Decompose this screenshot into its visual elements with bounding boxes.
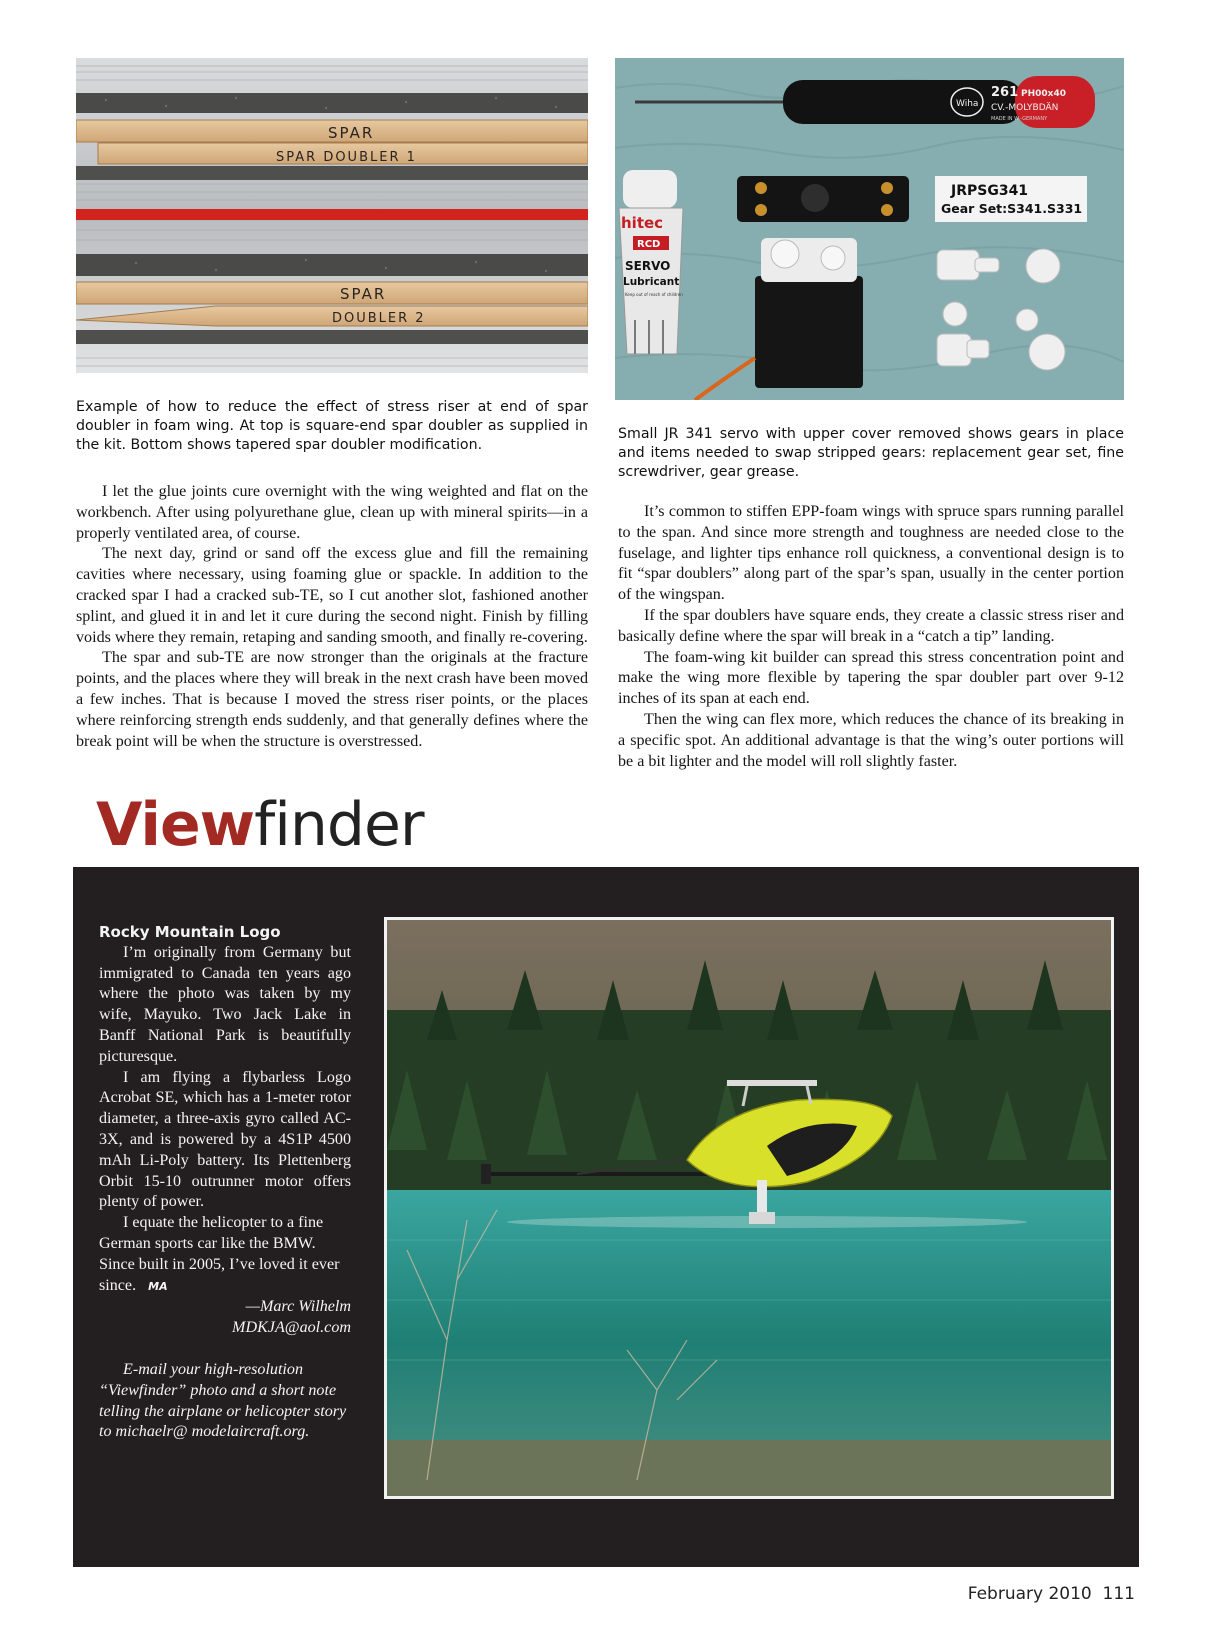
screwdriver-handle <box>783 80 1023 124</box>
page-number: 111 <box>1102 1584 1135 1604</box>
tube-line1: SERVO <box>625 259 671 273</box>
tube-rcd: RCD <box>637 239 661 250</box>
viewfinder-title-black: finder <box>254 790 424 860</box>
helicopter-photo-svg <box>387 920 1111 1496</box>
screwdriver-brand: Wiha <box>956 99 979 109</box>
viewfinder-paragraph-3-text: I equate the helicopter to a fine German sports car like the BMW. Since built in 2005, I’ve loved it ever since. <box>99 1214 340 1294</box>
article-right-column <box>618 502 1124 772</box>
spar-photo <box>76 58 588 373</box>
spar-label-1: SPAR <box>328 124 375 142</box>
article-left-paragraph-1: I let the glue joints cure overnight with the wing weighted and flat on the workbench. After using polyurethane glue, clean up with mineral spirits—in a properly ventilated area, of course. <box>76 483 588 542</box>
article-right-paragraph-1: It’s common to stiffen EPP-foam wings with spruce spars running parallel to the span. And since more strength and toughness are needed close to the fuselage, and lighter tips enhance roll quickness, a conventional design is to fit “spar doublers” along part of the spar’s span, usually in the center portion of the wingspan. <box>618 503 1124 604</box>
article-left-paragraph-3: The spar and sub-TE are now stronger than the originals at the fracture points, and the places where they will break in the next crash have been moved a few inches. That is because I moved the stress riser points, or the places where reinforcing strength ends suddenly, and that generally defines where the break point will be when the structure is overstressed. <box>76 649 588 750</box>
spar-caption: Example of how to reduce the effect of stress riser at end of spar doubler in foam wing. At top is square-end spar doubler as supplied in the kit. Bottom shows tapered spar doubler modification. <box>76 399 588 453</box>
page-footer <box>968 1584 1135 1604</box>
servo-body <box>755 276 863 388</box>
tube-line2: Lubricant <box>623 276 680 288</box>
screwdriver-line2: CV.-MOLYBDÄN <box>991 103 1059 113</box>
lubricant-cap <box>623 170 677 208</box>
viewfinder-heading: Rocky Mountain Logo <box>99 923 281 941</box>
servo-photo-svg <box>615 58 1124 400</box>
spar-label-3: SPAR <box>340 285 387 303</box>
screwdriver-size: 261 <box>991 85 1019 100</box>
viewfinder-title <box>96 790 424 860</box>
article-right-paragraph-3: The foam-wing kit builder can spread this stress concentration point and make the wing more flexible by tapering the spar doubler part over 9-12 inches of its span at each end. <box>618 648 1124 708</box>
spar-label-2: SPAR DOUBLER 1 <box>276 150 417 165</box>
servo-photo <box>615 58 1124 400</box>
screwdriver-line3: MADE IN W.-GERMANY <box>991 116 1048 122</box>
viewfinder-text <box>99 922 351 1443</box>
article-right-paragraph-2: If the spar doublers have square ends, they create a classic stress riser and basically define where the spar will break in a “catch a tip” landing. <box>618 606 1124 645</box>
viewfinder-title-red: View <box>96 790 255 860</box>
article-left-paragraph-2: The next day, grind or sand off the excess glue and fill the remaining cavities where necessary, using foaming glue or spackle. In addition to the cracked spar I had a cracked sub-TE, so I cut another slot, fashioned another splint, and glued it in and let it cure during the second night. Finish by filling voids where they remain, retaping and sanding smooth, and finally re-covering. <box>76 545 588 646</box>
spar-photo-svg <box>76 58 588 373</box>
spar-label-4: DOUBLER 2 <box>332 311 426 326</box>
viewfinder-paragraph-3 <box>99 1213 351 1297</box>
gear-label-line1: JRPSG341 <box>951 183 1029 199</box>
footer-date: February 2010 <box>967 1584 1092 1604</box>
article-left-column <box>76 482 588 752</box>
gear-label-line2: Gear Set:S341.S331 <box>941 201 1083 216</box>
viewfinder-note: E-mail your high-resolution “Viewfinder” photo and a short note telling the airplane or helicopter story to michaelr@ modelaircraft.org. <box>99 1360 347 1441</box>
viewfinder-paragraph-2: I am flying a flybarless Logo Acrobat SE, which has a 1-meter rotor diameter, a three-axis gyro called AC-3X, and is powered by a 4S1P 4500 mAh Li-Poly battery. Its Plettenberg Orbit 15-10 outrunner motor offers plenty of power. <box>99 1068 351 1211</box>
end-mark: MA <box>148 1279 168 1293</box>
servo-caption: Small JR 341 servo with upper cover removed shows gears in place and items needed to swap stripped gears: replacement gear set, fine screwdriver, gear grease. <box>618 426 1124 480</box>
screwdriver-tip: PH00x40 <box>1021 89 1066 99</box>
viewfinder-author: —Marc Wilhelm <box>245 1298 351 1316</box>
viewfinder-email: MDKJA@aol.com <box>232 1319 351 1337</box>
tube-small: Keep out of reach of children <box>625 292 683 297</box>
viewfinder-paragraph-1: I’m originally from Germany but immigrated to Canada ten years ago where the photo was taken by my wife, Mayuko. Two Jack Lake in Banff National Park is beautifully picturesque. <box>99 943 351 1065</box>
helicopter-photo <box>384 917 1114 1499</box>
tube-brand: hitec <box>621 214 664 232</box>
article-right-paragraph-4: Then the wing can flex more, which reduces the chance of its breaking in a specific spot. An additional advantage is that the wing’s outer portions will be a bit lighter and the model will roll slightly faster. <box>618 710 1124 770</box>
